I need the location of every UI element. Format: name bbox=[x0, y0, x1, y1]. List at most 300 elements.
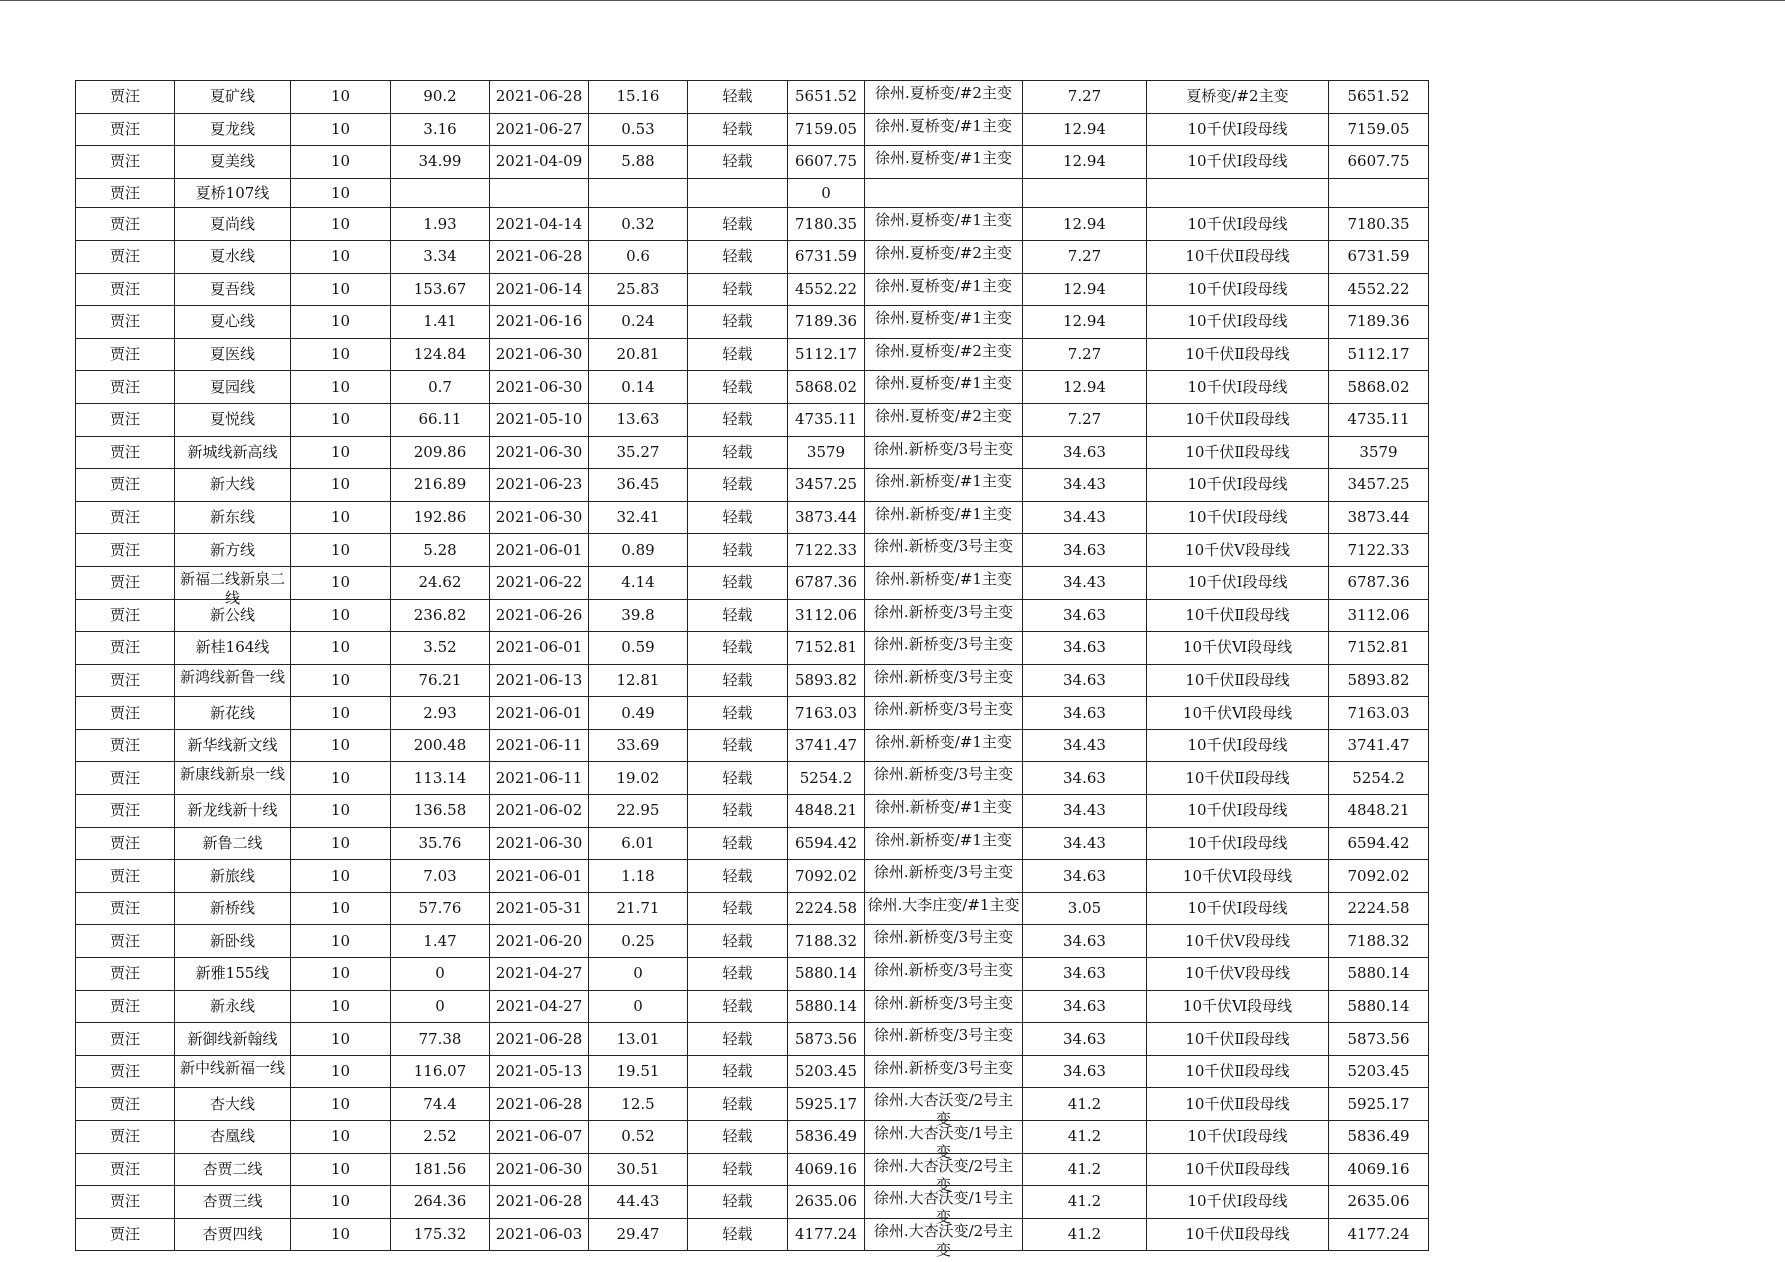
substation-transformer-cell-text: 徐州.新桥变/3号主变 bbox=[873, 765, 1014, 784]
available-capacity-cell bbox=[1329, 178, 1429, 208]
voltage-cell: 10 bbox=[291, 664, 391, 697]
available-capacity-cell: 5112.17 bbox=[1329, 338, 1429, 371]
table-row bbox=[76, 566, 1429, 599]
table-row bbox=[76, 240, 1429, 273]
margin-cell: 4848.21 bbox=[788, 795, 865, 828]
available-capacity-cell: 6594.42 bbox=[1329, 827, 1429, 860]
load-rate-cell: 13.01 bbox=[589, 1023, 688, 1056]
busbar-cell: 10千伏Ⅰ段母线 bbox=[1147, 113, 1329, 146]
load-value-cell: 192.86 bbox=[391, 501, 490, 534]
voltage-cell: 10 bbox=[291, 566, 391, 599]
load-rate-cell: 44.43 bbox=[589, 1186, 688, 1219]
load-rate-cell: 19.51 bbox=[589, 1055, 688, 1088]
voltage-cell: 10 bbox=[291, 795, 391, 828]
substation-transformer-cell bbox=[865, 599, 1023, 632]
district-cell: 贾汪 bbox=[76, 566, 175, 599]
transformer-load-cell: 34.63 bbox=[1023, 958, 1147, 991]
load-rate-cell: 13.63 bbox=[589, 403, 688, 436]
district-cell: 贾汪 bbox=[76, 892, 175, 925]
available-capacity-cell: 3112.06 bbox=[1329, 599, 1429, 632]
transformer-load-cell: 7.27 bbox=[1023, 338, 1147, 371]
voltage-cell: 10 bbox=[291, 1186, 391, 1219]
transformer-load-cell: 41.2 bbox=[1023, 1186, 1147, 1219]
district-cell: 贾汪 bbox=[76, 534, 175, 567]
district-cell: 贾汪 bbox=[76, 178, 175, 208]
line-name-cell: 杏凰线 bbox=[175, 1121, 291, 1154]
substation-transformer-cell-text: 徐州.大李庄变/#1主变 bbox=[867, 895, 1020, 914]
date-cell: 2021-06-01 bbox=[490, 697, 589, 730]
load-rate-cell: 0 bbox=[589, 990, 688, 1023]
busbar-cell: 10千伏Ⅵ段母线 bbox=[1147, 990, 1329, 1023]
date-cell: 2021-06-13 bbox=[490, 664, 589, 697]
line-name-cell: 新卧线 bbox=[175, 925, 291, 958]
line-name-cell-text: 新鸿线新鲁一线 bbox=[179, 667, 285, 686]
load-value-cell: 153.67 bbox=[391, 273, 490, 306]
margin-cell: 0 bbox=[788, 178, 865, 208]
voltage-cell: 10 bbox=[291, 1121, 391, 1154]
date-cell: 2021-06-28 bbox=[490, 81, 589, 114]
transformer-load-cell: 3.05 bbox=[1023, 892, 1147, 925]
line-name-cell bbox=[175, 1055, 291, 1088]
district-cell: 贾汪 bbox=[76, 958, 175, 991]
district-cell: 贾汪 bbox=[76, 762, 175, 795]
margin-cell: 3873.44 bbox=[788, 501, 865, 534]
date-cell: 2021-06-30 bbox=[490, 501, 589, 534]
substation-transformer-cell-text: 徐州.新桥变/#1主变 bbox=[875, 798, 1012, 817]
busbar-cell: 10千伏Ⅱ段母线 bbox=[1147, 599, 1329, 632]
margin-cell: 6607.75 bbox=[788, 146, 865, 179]
margin-cell: 7159.05 bbox=[788, 113, 865, 146]
table-row bbox=[76, 208, 1429, 241]
substation-transformer-cell bbox=[865, 795, 1023, 828]
substation-transformer-cell bbox=[865, 1153, 1023, 1194]
available-capacity-cell: 7163.03 bbox=[1329, 697, 1429, 730]
margin-cell: 5112.17 bbox=[788, 338, 865, 371]
table-row bbox=[76, 338, 1429, 371]
load-value-cell: 1.93 bbox=[391, 208, 490, 241]
substation-transformer-cell bbox=[865, 240, 1023, 273]
load-value-cell: 57.76 bbox=[391, 892, 490, 925]
substation-transformer-cell-text: 徐州.夏桥变/#1主变 bbox=[875, 276, 1012, 295]
district-cell: 贾汪 bbox=[76, 1023, 175, 1056]
table-row bbox=[76, 1186, 1429, 1219]
load-status-cell: 轻载 bbox=[688, 664, 788, 697]
transformer-load-cell: 34.63 bbox=[1023, 925, 1147, 958]
margin-cell: 3457.25 bbox=[788, 469, 865, 502]
district-cell: 贾汪 bbox=[76, 664, 175, 697]
transformer-load-cell: 34.43 bbox=[1023, 729, 1147, 762]
load-value-cell: 34.99 bbox=[391, 146, 490, 179]
table-row bbox=[76, 990, 1429, 1023]
date-cell: 2021-06-03 bbox=[490, 1218, 589, 1251]
available-capacity-cell: 3579 bbox=[1329, 436, 1429, 469]
date-cell: 2021-05-31 bbox=[490, 892, 589, 925]
substation-transformer-cell-text: 徐州.夏桥变/#1主变 bbox=[875, 116, 1012, 135]
margin-cell: 6787.36 bbox=[788, 566, 865, 599]
table-row bbox=[76, 146, 1429, 179]
margin-cell: 5651.52 bbox=[788, 81, 865, 114]
margin-cell: 4552.22 bbox=[788, 273, 865, 306]
transformer-load-cell: 12.94 bbox=[1023, 113, 1147, 146]
transformer-load-cell: 12.94 bbox=[1023, 273, 1147, 306]
date-cell: 2021-06-26 bbox=[490, 599, 589, 632]
date-cell: 2021-04-27 bbox=[490, 990, 589, 1023]
margin-cell: 7122.33 bbox=[788, 534, 865, 567]
available-capacity-cell: 4552.22 bbox=[1329, 273, 1429, 306]
load-value-cell: 66.11 bbox=[391, 403, 490, 436]
load-rate-cell: 0.6 bbox=[589, 240, 688, 273]
margin-cell: 5254.2 bbox=[788, 762, 865, 795]
date-cell: 2021-06-22 bbox=[490, 566, 589, 599]
busbar-cell: 10千伏Ⅱ段母线 bbox=[1147, 240, 1329, 273]
busbar-cell: 10千伏Ⅱ段母线 bbox=[1147, 664, 1329, 697]
district-cell: 贾汪 bbox=[76, 795, 175, 828]
line-name-cell: 新桂164线 bbox=[175, 632, 291, 665]
load-rate-cell: 0 bbox=[589, 958, 688, 991]
table-row bbox=[76, 762, 1429, 795]
transformer-load-cell: 34.63 bbox=[1023, 1023, 1147, 1056]
busbar-cell: 10千伏Ⅴ段母线 bbox=[1147, 958, 1329, 991]
transformer-load-cell: 34.63 bbox=[1023, 599, 1147, 632]
line-name-cell: 新公线 bbox=[175, 599, 291, 632]
voltage-cell: 10 bbox=[291, 632, 391, 665]
table-row bbox=[76, 632, 1429, 665]
load-status-cell: 轻载 bbox=[688, 436, 788, 469]
busbar-cell: 10千伏Ⅰ段母线 bbox=[1147, 827, 1329, 860]
busbar-cell: 10千伏Ⅵ段母线 bbox=[1147, 697, 1329, 730]
available-capacity-cell: 6731.59 bbox=[1329, 240, 1429, 273]
margin-cell: 4177.24 bbox=[788, 1218, 865, 1251]
margin-cell: 3112.06 bbox=[788, 599, 865, 632]
date-cell: 2021-06-01 bbox=[490, 632, 589, 665]
voltage-cell: 10 bbox=[291, 697, 391, 730]
substation-transformer-cell bbox=[865, 664, 1023, 697]
substation-transformer-cell-text: 徐州.新桥变/3号主变 bbox=[873, 863, 1014, 882]
date-cell: 2021-06-11 bbox=[490, 729, 589, 762]
district-cell: 贾汪 bbox=[76, 501, 175, 534]
available-capacity-cell: 7180.35 bbox=[1329, 208, 1429, 241]
load-status-cell: 轻载 bbox=[688, 306, 788, 339]
substation-transformer-cell bbox=[865, 892, 1023, 925]
district-cell: 贾汪 bbox=[76, 273, 175, 306]
date-cell: 2021-04-27 bbox=[490, 958, 589, 991]
available-capacity-cell: 5873.56 bbox=[1329, 1023, 1429, 1056]
available-capacity-cell: 7092.02 bbox=[1329, 860, 1429, 893]
district-cell: 贾汪 bbox=[76, 81, 175, 114]
substation-transformer-cell bbox=[865, 925, 1023, 958]
transformer-load-cell: 34.63 bbox=[1023, 664, 1147, 697]
substation-transformer-cell bbox=[865, 1186, 1023, 1227]
load-value-cell: 0 bbox=[391, 990, 490, 1023]
available-capacity-cell: 2635.06 bbox=[1329, 1186, 1429, 1219]
voltage-cell: 10 bbox=[291, 81, 391, 114]
load-value-cell: 264.36 bbox=[391, 1186, 490, 1219]
busbar-cell: 10千伏Ⅱ段母线 bbox=[1147, 436, 1329, 469]
load-value-cell: 124.84 bbox=[391, 338, 490, 371]
line-name-cell-text: 新福二线新泉二线 bbox=[179, 569, 285, 607]
load-value-cell: 3.34 bbox=[391, 240, 490, 273]
load-status-cell: 轻载 bbox=[688, 534, 788, 567]
margin-cell: 4069.16 bbox=[788, 1153, 865, 1186]
substation-transformer-cell bbox=[865, 534, 1023, 567]
transformer-load-cell: 41.2 bbox=[1023, 1218, 1147, 1251]
load-value-cell: 7.03 bbox=[391, 860, 490, 893]
substation-transformer-cell bbox=[865, 1218, 1023, 1259]
line-name-cell: 夏园线 bbox=[175, 371, 291, 404]
busbar-cell: 夏桥变/#2主变 bbox=[1147, 81, 1329, 114]
load-value-cell: 116.07 bbox=[391, 1055, 490, 1088]
load-value-cell: 200.48 bbox=[391, 729, 490, 762]
transformer-load-cell: 34.43 bbox=[1023, 795, 1147, 828]
available-capacity-cell: 5836.49 bbox=[1329, 1121, 1429, 1154]
substation-transformer-cell-text: 徐州.大杏沃变/2号主变 bbox=[873, 1221, 1014, 1259]
table-row bbox=[76, 371, 1429, 404]
load-value-cell: 90.2 bbox=[391, 81, 490, 114]
district-cell: 贾汪 bbox=[76, 436, 175, 469]
line-name-cell: 夏水线 bbox=[175, 240, 291, 273]
load-status-cell: 轻载 bbox=[688, 1186, 788, 1219]
substation-transformer-cell-text: 徐州.大杏沃变/1号主变 bbox=[873, 1124, 1014, 1161]
busbar-cell: 10千伏Ⅴ段母线 bbox=[1147, 534, 1329, 567]
available-capacity-cell: 6787.36 bbox=[1329, 566, 1429, 599]
table-row bbox=[76, 1088, 1429, 1121]
table-row bbox=[76, 501, 1429, 534]
district-cell: 贾汪 bbox=[76, 403, 175, 436]
substation-transformer-cell bbox=[865, 697, 1023, 730]
available-capacity-cell: 7152.81 bbox=[1329, 632, 1429, 665]
voltage-cell: 10 bbox=[291, 436, 391, 469]
available-capacity-cell: 6607.75 bbox=[1329, 146, 1429, 179]
transformer-load-cell bbox=[1023, 178, 1147, 208]
line-name-cell: 新城线新高线 bbox=[175, 436, 291, 469]
substation-transformer-cell bbox=[865, 762, 1023, 795]
substation-transformer-cell bbox=[865, 632, 1023, 665]
load-value-cell: 175.32 bbox=[391, 1218, 490, 1251]
load-value-cell: 209.86 bbox=[391, 436, 490, 469]
table-row bbox=[76, 178, 1429, 208]
table-row bbox=[76, 1023, 1429, 1056]
busbar-cell: 10千伏Ⅰ段母线 bbox=[1147, 273, 1329, 306]
load-status-cell: 轻载 bbox=[688, 338, 788, 371]
line-name-cell: 新永线 bbox=[175, 990, 291, 1023]
line-name-cell: 夏矿线 bbox=[175, 81, 291, 114]
load-rate-cell: 20.81 bbox=[589, 338, 688, 371]
voltage-cell: 10 bbox=[291, 892, 391, 925]
transformer-load-cell: 34.63 bbox=[1023, 697, 1147, 730]
load-status-cell: 轻载 bbox=[688, 1218, 788, 1251]
substation-transformer-cell-text: 徐州.新桥变/#1主变 bbox=[875, 472, 1012, 491]
table-row bbox=[76, 697, 1429, 730]
line-name-cell bbox=[175, 664, 291, 697]
transformer-load-cell: 7.27 bbox=[1023, 403, 1147, 436]
available-capacity-cell: 4848.21 bbox=[1329, 795, 1429, 828]
voltage-cell: 10 bbox=[291, 729, 391, 762]
available-capacity-cell: 4177.24 bbox=[1329, 1218, 1429, 1251]
substation-transformer-cell bbox=[865, 371, 1023, 404]
margin-cell: 5925.17 bbox=[788, 1088, 865, 1121]
load-value-cell: 24.62 bbox=[391, 566, 490, 599]
date-cell: 2021-06-30 bbox=[490, 338, 589, 371]
date-cell: 2021-04-09 bbox=[490, 146, 589, 179]
load-value-cell: 74.4 bbox=[391, 1088, 490, 1121]
margin-cell: 2635.06 bbox=[788, 1186, 865, 1219]
substation-transformer-cell-text: 徐州.夏桥变/#1主变 bbox=[875, 149, 1012, 168]
load-status-cell: 轻载 bbox=[688, 208, 788, 241]
transformer-load-cell: 41.2 bbox=[1023, 1088, 1147, 1121]
busbar-cell: 10千伏Ⅴ段母线 bbox=[1147, 925, 1329, 958]
load-rate-cell: 29.47 bbox=[589, 1218, 688, 1251]
busbar-cell: 10千伏Ⅱ段母线 bbox=[1147, 1088, 1329, 1121]
load-value-cell: 0.7 bbox=[391, 371, 490, 404]
transformer-load-cell: 7.27 bbox=[1023, 240, 1147, 273]
district-cell: 贾汪 bbox=[76, 990, 175, 1023]
substation-transformer-cell-text: 徐州.新桥变/3号主变 bbox=[873, 602, 1014, 621]
busbar-cell: 10千伏Ⅵ段母线 bbox=[1147, 632, 1329, 665]
transformer-load-cell: 34.63 bbox=[1023, 1055, 1147, 1088]
line-name-cell: 新雅155线 bbox=[175, 958, 291, 991]
load-status-cell: 轻载 bbox=[688, 403, 788, 436]
substation-transformer-cell bbox=[865, 1023, 1023, 1056]
load-rate-cell: 0.14 bbox=[589, 371, 688, 404]
line-name-cell: 新方线 bbox=[175, 534, 291, 567]
load-value-cell: 76.21 bbox=[391, 664, 490, 697]
margin-cell: 5893.82 bbox=[788, 664, 865, 697]
substation-transformer-cell bbox=[865, 501, 1023, 534]
date-cell: 2021-05-13 bbox=[490, 1055, 589, 1088]
substation-transformer-cell bbox=[865, 436, 1023, 469]
busbar-cell: 10千伏Ⅰ段母线 bbox=[1147, 371, 1329, 404]
table-row bbox=[76, 925, 1429, 958]
load-rate-cell: 39.8 bbox=[589, 599, 688, 632]
substation-transformer-cell bbox=[865, 469, 1023, 502]
transformer-load-cell: 34.43 bbox=[1023, 827, 1147, 860]
line-name-cell: 夏桥107线 bbox=[175, 178, 291, 208]
substation-transformer-cell bbox=[865, 958, 1023, 991]
voltage-cell: 10 bbox=[291, 403, 391, 436]
district-cell: 贾汪 bbox=[76, 371, 175, 404]
margin-cell: 5880.14 bbox=[788, 958, 865, 991]
load-status-cell: 轻载 bbox=[688, 762, 788, 795]
margin-cell: 5836.49 bbox=[788, 1121, 865, 1154]
load-rate-cell: 4.14 bbox=[589, 566, 688, 599]
date-cell: 2021-05-10 bbox=[490, 403, 589, 436]
load-value-cell: 236.82 bbox=[391, 599, 490, 632]
busbar-cell: 10千伏Ⅰ段母线 bbox=[1147, 469, 1329, 502]
available-capacity-cell: 5254.2 bbox=[1329, 762, 1429, 795]
substation-transformer-cell bbox=[865, 860, 1023, 893]
load-status-cell: 轻载 bbox=[688, 566, 788, 599]
substation-transformer-cell bbox=[865, 1121, 1023, 1161]
substation-transformer-cell bbox=[865, 1088, 1023, 1129]
table-row bbox=[76, 795, 1429, 828]
voltage-cell: 10 bbox=[291, 1055, 391, 1088]
busbar-cell: 10千伏Ⅱ段母线 bbox=[1147, 403, 1329, 436]
substation-transformer-cell bbox=[865, 178, 1023, 208]
available-capacity-cell: 7159.05 bbox=[1329, 113, 1429, 146]
load-status-cell: 轻载 bbox=[688, 1121, 788, 1154]
date-cell: 2021-06-30 bbox=[490, 371, 589, 404]
district-cell: 贾汪 bbox=[76, 306, 175, 339]
district-cell: 贾汪 bbox=[76, 113, 175, 146]
transformer-load-cell: 34.43 bbox=[1023, 501, 1147, 534]
available-capacity-cell: 3741.47 bbox=[1329, 729, 1429, 762]
voltage-cell: 10 bbox=[291, 240, 391, 273]
date-cell: 2021-06-11 bbox=[490, 762, 589, 795]
available-capacity-cell: 5651.52 bbox=[1329, 81, 1429, 114]
substation-transformer-cell-text: 徐州.新桥变/3号主变 bbox=[873, 537, 1014, 556]
date-cell bbox=[490, 178, 589, 208]
district-cell: 贾汪 bbox=[76, 827, 175, 860]
substation-transformer-cell-text: 徐州.新桥变/3号主变 bbox=[873, 439, 1014, 458]
line-name-cell: 杏贾四线 bbox=[175, 1218, 291, 1251]
load-status-cell: 轻载 bbox=[688, 795, 788, 828]
line-name-cell: 杏贾三线 bbox=[175, 1186, 291, 1219]
substation-transformer-cell bbox=[865, 566, 1023, 599]
transformer-load-cell: 34.63 bbox=[1023, 534, 1147, 567]
voltage-cell: 10 bbox=[291, 113, 391, 146]
busbar-cell: 10千伏Ⅰ段母线 bbox=[1147, 729, 1329, 762]
margin-cell: 2224.58 bbox=[788, 892, 865, 925]
margin-cell: 7152.81 bbox=[788, 632, 865, 665]
margin-cell: 3741.47 bbox=[788, 729, 865, 762]
district-cell: 贾汪 bbox=[76, 599, 175, 632]
district-cell: 贾汪 bbox=[76, 1186, 175, 1219]
page-top-rule bbox=[0, 0, 1785, 1]
load-status-cell: 轻载 bbox=[688, 1055, 788, 1088]
substation-transformer-cell-text: 徐州.大杏沃变/2号主变 bbox=[873, 1156, 1014, 1194]
table-row bbox=[76, 534, 1429, 567]
transformer-load-cell: 34.63 bbox=[1023, 990, 1147, 1023]
line-name-cell: 杏大线 bbox=[175, 1088, 291, 1121]
available-capacity-cell: 3873.44 bbox=[1329, 501, 1429, 534]
available-capacity-cell: 5868.02 bbox=[1329, 371, 1429, 404]
load-rate-cell: 0.32 bbox=[589, 208, 688, 241]
substation-transformer-cell bbox=[865, 146, 1023, 179]
busbar-cell: 10千伏Ⅰ段母线 bbox=[1147, 1186, 1329, 1219]
date-cell: 2021-06-16 bbox=[490, 306, 589, 339]
load-rate-cell: 19.02 bbox=[589, 762, 688, 795]
table-row bbox=[76, 860, 1429, 893]
busbar-cell: 10千伏Ⅱ段母线 bbox=[1147, 1218, 1329, 1251]
load-status-cell: 轻载 bbox=[688, 697, 788, 730]
load-status-cell: 轻载 bbox=[688, 273, 788, 306]
table-row bbox=[76, 1218, 1429, 1251]
line-name-cell: 夏龙线 bbox=[175, 113, 291, 146]
date-cell: 2021-06-30 bbox=[490, 436, 589, 469]
table-row bbox=[76, 436, 1429, 469]
line-name-cell: 新桥线 bbox=[175, 892, 291, 925]
substation-transformer-cell-text: 徐州.大杏沃变/2号主变 bbox=[873, 1091, 1014, 1129]
substation-transformer-cell-text: 徐州.新桥变/#1主变 bbox=[875, 504, 1012, 523]
substation-transformer-cell bbox=[865, 306, 1023, 339]
load-value-cell: 216.89 bbox=[391, 469, 490, 502]
voltage-cell: 10 bbox=[291, 146, 391, 179]
load-rate-cell: 0.53 bbox=[589, 113, 688, 146]
line-name-cell: 夏吾线 bbox=[175, 273, 291, 306]
busbar-cell: 10千伏Ⅰ段母线 bbox=[1147, 146, 1329, 179]
load-rate-cell: 30.51 bbox=[589, 1153, 688, 1186]
load-value-cell: 3.52 bbox=[391, 632, 490, 665]
line-name-cell: 新花线 bbox=[175, 697, 291, 730]
transformer-load-cell: 34.63 bbox=[1023, 436, 1147, 469]
line-name-cell: 夏尚线 bbox=[175, 208, 291, 241]
load-status-cell: 轻载 bbox=[688, 81, 788, 114]
margin-cell: 5868.02 bbox=[788, 371, 865, 404]
line-name-cell: 杏贾二线 bbox=[175, 1153, 291, 1186]
load-status-cell: 轻载 bbox=[688, 501, 788, 534]
margin-cell: 5873.56 bbox=[788, 1023, 865, 1056]
load-rate-cell: 22.95 bbox=[589, 795, 688, 828]
